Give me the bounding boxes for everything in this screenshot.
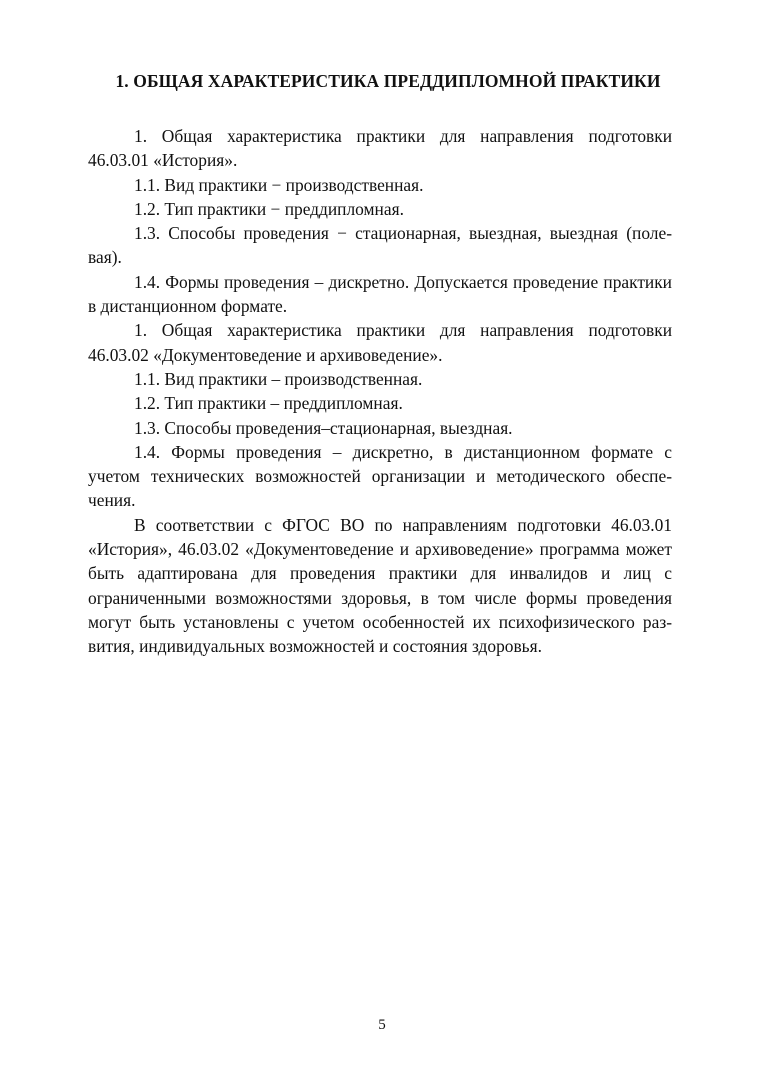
paragraph-2: 1. Общая характеристика практики для направления подготовки 46.03.02 «Документоведение и архивоведение». — [88, 320, 672, 365]
paragraph-2-2: 1.2. Тип практики – преддипломная. — [134, 393, 403, 414]
paragraph-1-1: 1.1. Вид практики − производственная. — [134, 174, 424, 195]
paragraph-2-1: 1.1. Вид практики – производственная. — [134, 368, 423, 389]
paragraph-2-3: 1.3. Способы проведения–стационарная, выездная. — [134, 417, 513, 438]
section-body — [88, 124, 672, 659]
paragraph-1-3: 1.3. Способы проведения − стационарная, выездная, выездная (полевая). — [88, 223, 672, 268]
paragraph-2-4: 1.4. Формы проведения – дискретно, в дистанционном формате с учетом технических возможностей организации и методического обеспечения. — [88, 441, 672, 511]
paragraph-1-2: 1.2. Тип практики − преддипломная. — [134, 198, 404, 219]
paragraph-1: 1. Общая характеристика практики для направления подготовки 46.03.01 «История». — [88, 126, 672, 171]
page-number: 5 — [378, 1017, 386, 1033]
paragraph-fgos: В соответствии с ФГОС ВО по направлениям подготовки 46.03.01 «История», 46.03.02 «Документоведение и архивоведение» программа может быть адаптирована для проведения практики для инвалидов и лиц с ограниченными возможностями здоровья, в том числе формы проведения могут быть установлены с учетом особенностей их психофизического развития, индивидуальных возможностей и состояния здоровья. — [88, 514, 672, 657]
paragraph-1-4: 1.4. Формы проведения – дискретно. Допускается проведение практики в дистанционном формате. — [88, 271, 672, 317]
section-title: 1. ОБЩАЯ ХАРАКТЕРИСТИКА ПРЕДДИПЛОМНОЙ ПРАКТИКИ — [115, 71, 661, 91]
